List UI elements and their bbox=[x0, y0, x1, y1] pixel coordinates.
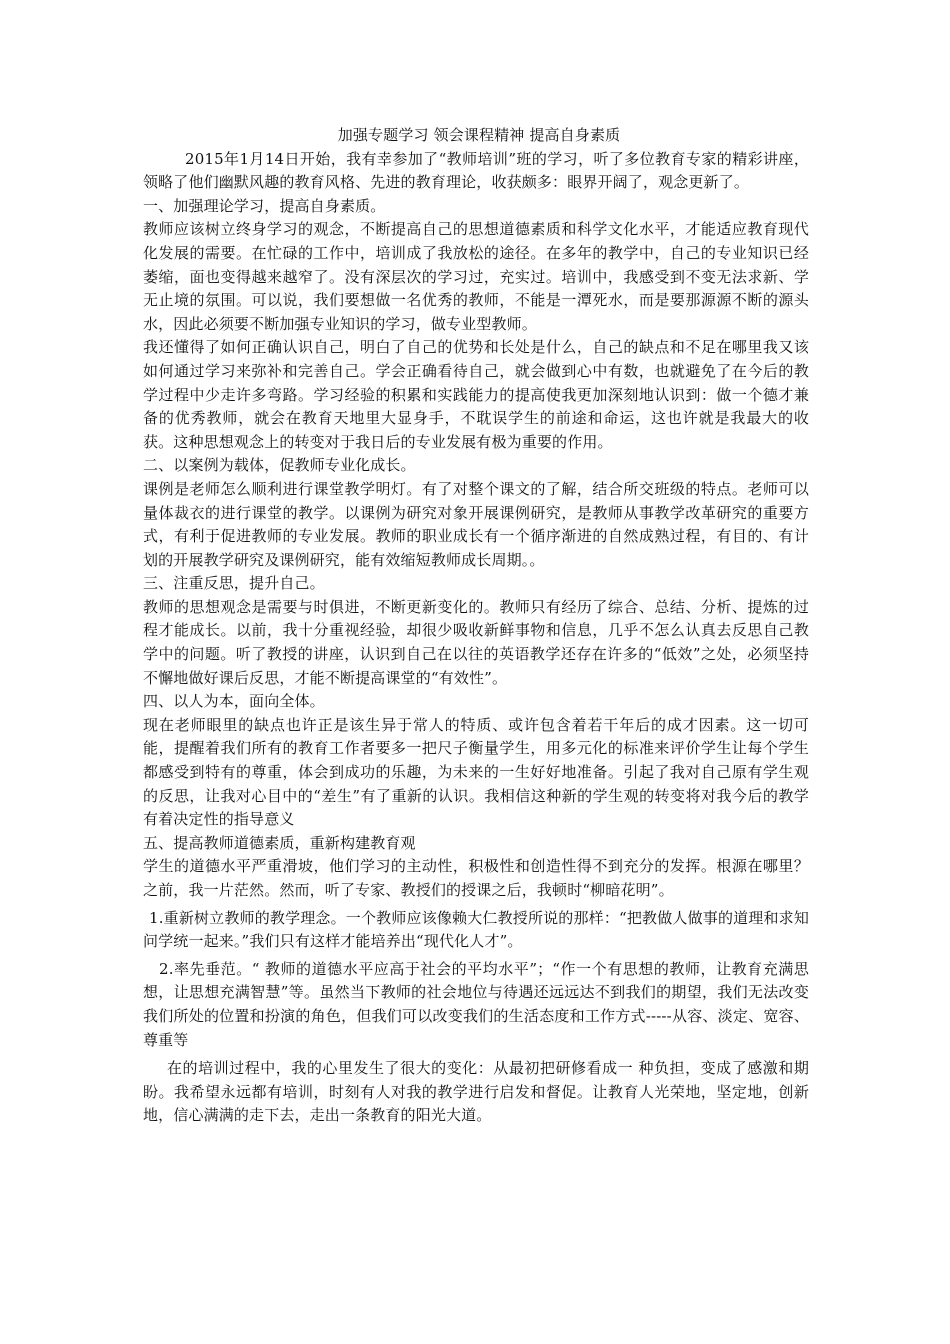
section-2-heading: 二、以案例为载体，促教师专业化成长。 bbox=[143, 456, 416, 475]
section-1-heading: 一、加强理论学习，提高自身素质。 bbox=[143, 196, 386, 215]
closing-paragraph: 在的培训过程中，我的心里发生了很大的变化：从最初把研修看成一 种负担，变成了感激和期盼。我希望永远都有培训，时刻有人对我的教学进行启发和督促。让教育人光荣地，坚定地，创新地，信心满满的走下去，走出一条教育的阳光大道。 bbox=[143, 1059, 809, 1125]
section-5-paragraph-1: 学生的道德水平严重滑坡，他们学习的主动性，积极性和创造性得不到充分的发挥。根源在哪里？之前，我一片茫然。然而，听了专家、教授们的授课之后，我顿时“柳暗花明”。 bbox=[143, 857, 809, 899]
section-5-heading: 五、提高教师道德素质，重新构建教育观 bbox=[143, 833, 416, 852]
section-3-paragraph-1: 教师的思想观念是需要与时俱进，不断更新变化的。教师只有经历了综合、总结、分析、提炼的过程才能成长。以前，我十分重视经验，却很少吸收新鲜事物和信息，几乎不怎么认真去反思自己教学中的问题。听了教授的讲座，认识到自己在以往的英语教学还存在许多的“低效”之处，必须坚持不懈地做好课后反思，才能不断提高课堂的“有效性”。 bbox=[143, 597, 809, 687]
section-4-heading: 四、以人为本，面向全体。 bbox=[143, 692, 325, 711]
section-5-item-1: 1.重新树立教师的教学理念。一个教师应该像赖大仁教授所说的那样：“把教做人做事的道理和求知问学统一起来。”我们只有这样才能培养出“现代化人才”。 bbox=[143, 908, 809, 951]
section-2-paragraph-1: 课例是老师怎么顺利进行课堂教学明灯。有了对整个课文的了解，结合所交班级的特点。老师可以量体裁衣的进行课堂的教学。以课例为研究对象开展课例研究，是教师从事教学改革研究的重要方式，有利于促进教师的专业发展。教师的职业成长有一个循序渐进的自然成熟过程，有目的、有计划的开展教学研究及课例研究，能有效缩短教师成长周期。。 bbox=[143, 479, 809, 569]
section-1-paragraph-1: 教师应该树立终身学习的观念，不断提高自己的思想道德素质和科学文化水平，才能适应教育现代化发展的需要。在忙碌的工作中，培训成了我放松的途径。在多年的教学中，自己的专业知识已经萎缩，面也变得越来越窄了。没有深层次的学习过，充实过。培训中，我感受到不变无法求新、学无止境的氛围。可以说，我们要想做一名优秀的教师，不能是一潭死水，而是要那源源不断的源头水，因此必须要不断加强专业知识的学习，做专业型教师。 bbox=[143, 220, 809, 333]
section-1-paragraph-2: 我还懂得了如何正确认识自己，明白了自己的优势和长处是什么，自己的缺点和不足在哪里我又该如何通过学习来弥补和完善自己。学会正确看待自己，就会做到心中有数，也就避免了在今后的教学过程中少走许多弯路。学习经验的积累和实践能力的提高使我更加深刻地认识到：做一个德才兼备的优秀教师，就会在教育天地里大显身手，不耽误学生的前途和命运，这也许就是我最大的收获。这种思想观念上的转变对于我日后的专业发展有极为重要的作用。 bbox=[143, 338, 809, 451]
section-3-heading: 三、注重反思，提升自己。 bbox=[143, 574, 325, 593]
section-4-paragraph-1: 现在老师眼里的缺点也许正是该生异于常人的特质、或许包含着若干年后的成才因素。这一切可能，提醒着我们所有的教育工作者要多一把尺子衡量学生，用多元化的标准来评价学生让每个学生都感受到特有的尊重，体会到成功的乐趣，为未来的一生好好地准备。引起了我对自己原有学生观的反思，让我对心目中的“差生”有了重新的认识。我相信这种新的学生观的转变将对我今后的教学有着决定性的指导意义 bbox=[143, 715, 809, 829]
intro-paragraph: 2015年1月14日开始，我有幸参加了“教师培训”班的学习，听了多位教育专家的精彩讲座，领略了他们幽默风趣的教育风格、先进的教育理论，收获颇多：眼界开阔了，观念更新了。 bbox=[143, 149, 809, 192]
section-5-item-2: 2.率先垂范。“ 教师的道德水平应高于社会的平均水平”；“作一个有思想的教师，让教育充满思想，让思想充满智慧”等。虽然当下教师的社会地位与待遇还远远达不到我们的期望，我们无法改变我们所处的位置和扮演的角色，但我们可以改变我们的生活态度和工作方式-----从容、淡定、宽容、尊重等 bbox=[143, 959, 809, 1049]
document-title: 加强专题学习 领会课程精神 提高自身素质 bbox=[337, 126, 621, 144]
document-page bbox=[143, 124, 809, 1128]
